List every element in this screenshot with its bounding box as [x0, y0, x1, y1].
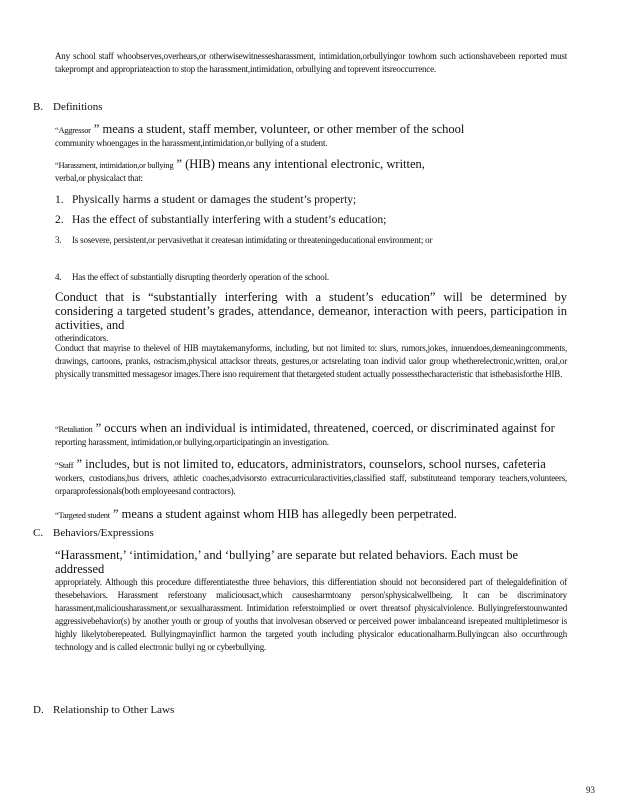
- section-b-title: Definitions: [53, 101, 103, 113]
- item-number: 4.: [55, 272, 62, 282]
- hib-text: ” (HIB) means any intentional electronic, written,: [176, 157, 425, 171]
- item-number: 1.: [55, 194, 64, 206]
- retaliation-term: “Retaliation: [55, 424, 93, 434]
- page-number: 93: [586, 785, 595, 795]
- hib-item-1: [55, 193, 567, 207]
- conduct-includes-paragraph: Conduct that mayrise to thelevel of HIB maytakemanyforms, including, but not limited to: slurs, rumors,jokes, innuendoes,demeaningcomments, drawings, cartoons, pranks, ostracism,physical attacksor threats, gestures,or actsrelating toan individ ualor group whetherelectronic,written, oral,or physically transmitted messagesor images.There isno requirement that thetargeted student actually possessthecharacteristic that isthebasisforthe HIB.: [55, 343, 567, 379]
- staff-definition: [55, 457, 567, 498]
- targeted-text: ” means a student against whom HIB has allegedly been perpetrated.: [112, 507, 457, 521]
- retaliation-definition: [55, 421, 567, 449]
- conduct-text: Conduct that is “substantially interfering with a student’s education” will be determined by considering a targeted student’s grades, attendance, demeanor, interaction with peers, participation in activities, and: [55, 290, 567, 332]
- hib-item-4: [55, 271, 567, 284]
- hib-definition: [55, 157, 567, 185]
- section-b-letter: B.: [33, 101, 44, 113]
- item-number: 3.: [55, 235, 62, 245]
- hib-text-2: verbal,or physicalact that:: [55, 173, 143, 183]
- item-text: Has the effect of substantially interfering with a student’s education;: [72, 214, 387, 226]
- targeted-term: “Targeted student: [55, 510, 110, 520]
- section-d-heading: [33, 704, 174, 716]
- section-c-title: Behaviors/Expressions: [53, 527, 154, 539]
- section-d-letter: D.: [33, 704, 44, 716]
- staff-text: ” includes, but is not limited to, educators, administrators, counselors, school nurses, cafeteria: [76, 457, 546, 471]
- item-text: Has the effect of substantially disrupting theorderly operation of the school.: [72, 272, 329, 282]
- staff-term: “Staff: [55, 460, 74, 470]
- aggressor-definition: [55, 122, 567, 150]
- aggressor-text: ” means a student, staff member, volunteer, or other member of the school: [93, 122, 465, 136]
- item-text: Is sosevere, persistent,or pervasivethat it createsan intimidating or threateningeducational environment; or: [72, 235, 433, 245]
- behaviors-text-lead: “Harassment,’ ‘intimidation,’ and ‘bullying’ are separate but related behaviors. Each must be addressed: [55, 548, 519, 576]
- conduct-text-end: otherindicators.: [55, 333, 109, 343]
- retaliation-text: ” occurs when an individual is intimidated, threatened, coerced, or discriminated against for: [95, 421, 555, 435]
- aggressor-text-2: community whoengages in the harassment,intimidation,or bullying of a student.: [55, 138, 328, 148]
- intro-paragraph: Any school staff whoobserves,overhears,or otherwisewitnessesharassment, intimidation,orbullyingor towhom such actionshavebeen reported must takeprompt and appropriateaction to stop the harassment,intimidation, orbullying and toprevent itsreoccurrence.: [55, 51, 567, 74]
- hib-item-3: [55, 234, 567, 247]
- section-d-title: Relationship to Other Laws: [53, 704, 175, 716]
- behaviors-text: appropriately. Although this procedure differentiatesthe three behaviors, this differentiation should not beconsidered part of thelegaldefinition of thesebehaviors. Harassment referstoany maliciousact,which causesharmtoany person'sphysicalwellbeing. It can be discriminatory harassment,maliciousharassment,or sexualharassment. Intimidation referstoimplied or overt threatsof physicalviolence. Bullyingreferstounwanted aggressivebehavior(s) by another youth or group of youths that involvesan observed or perceived power imbalanceand isrepeated multipletimesor is highly likelytoberepeated. Bullyingmayinflict harmon the targeted youth including physicalor educationalharm.Bullyingcan also occurthrough technology and is called electronic bullyi ng or cyberbullying.: [55, 577, 567, 652]
- aggressor-term: “Aggressor: [55, 125, 91, 135]
- hib-term: “Harassment, intimidation,or bullying: [55, 160, 174, 170]
- section-c-heading: [33, 527, 154, 539]
- behaviors-paragraph: [55, 548, 567, 654]
- staff-text-2: workers, custodians,bus drivers, athletic coaches,advisorsto extracurricularactivities,classified staff, substituteand temporary teachers,volunteers, orparaprofessionals(both employeesand contractors).: [55, 473, 567, 496]
- conduct-paragraph: [55, 290, 567, 345]
- targeted-student-definition: [55, 507, 567, 522]
- retaliation-text-2: reporting harassment, intimidation,or bullying,orparticipatingin an investigation.: [55, 437, 329, 447]
- item-text: Physically harms a student or damages the student’s property;: [72, 194, 357, 206]
- item-number: 2.: [55, 214, 64, 226]
- hib-item-2: [55, 213, 567, 227]
- section-c-letter: C.: [33, 527, 44, 539]
- section-b-heading: [33, 101, 103, 113]
